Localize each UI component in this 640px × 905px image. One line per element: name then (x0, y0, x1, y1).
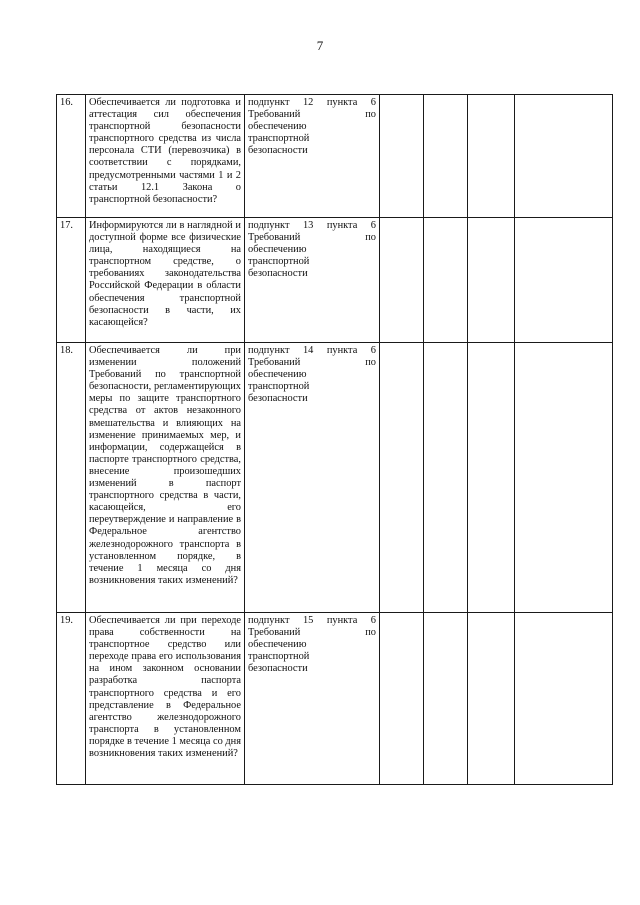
requirements-table (56, 94, 613, 785)
table-row (57, 343, 613, 613)
table-row (57, 95, 613, 218)
answer-cell-no (424, 218, 468, 343)
ref-word: Требований (248, 232, 301, 244)
ref-line: транспортной (248, 133, 310, 145)
ref-word: 12 (302, 97, 314, 108)
legal-reference (245, 95, 380, 218)
ref-word: 14 (302, 345, 314, 356)
answer-cell-no (424, 343, 468, 613)
check-question: Обеспечивается ли подготовка и аттестация сил обеспечения транспортной безопасности транспортного средства из числа персонала СТИ (перевозчика) в соответствии с порядками, предусмотренными частями 1 и 2 статьи 12.1 Закона о транспортной безопасности? (86, 95, 245, 218)
ref-word: пункта (326, 615, 358, 626)
ref-word: 6 (370, 97, 376, 108)
check-question: Обеспечивается ли при изменении положений Требований по транспортной безопасности, регламентирующих меры по защите транспортного средства от актов незаконного вмешательства и влияющих на изменение принимаемых мер, и информации, содержащейся в паспорте транспортного средства, внесение произошедших изменений в паспорт транспортного средства в части, касающейся, его переутверждение и направление в Федеральное агентство железнодорожного транспорта в установленном порядке, в течение 1 месяца со дня возникновения таких изменений? (86, 343, 245, 613)
answer-cell-no (424, 613, 468, 785)
notes-cell (515, 613, 613, 785)
row-number: 16. (57, 95, 86, 218)
answer-cell-na (468, 613, 515, 785)
ref-word: пункта (326, 97, 358, 108)
ref-word: по (365, 109, 376, 121)
answer-cell-yes (380, 218, 424, 343)
ref-word: 15 (302, 615, 314, 626)
ref-word: подпункт (248, 97, 290, 108)
ref-line: обеспечению (248, 639, 307, 651)
answer-cell-na (468, 95, 515, 218)
ref-word: пункта (326, 220, 358, 231)
table-row (57, 218, 613, 343)
answer-cell-na (468, 218, 515, 343)
legal-reference (245, 343, 380, 613)
legal-reference (245, 613, 380, 785)
row-number: 18. (57, 343, 86, 613)
answer-cell-yes (380, 613, 424, 785)
ref-line: обеспечению (248, 121, 307, 133)
ref-word: подпункт (248, 345, 290, 356)
check-question: Информируются ли в наглядной и доступной форме все физические лица, находящиеся на транспортном средстве, о требованиях законодательства Российской Федерации в области обеспечения транспортной безопасности в части, их касающейся? (86, 218, 245, 343)
answer-cell-yes (380, 95, 424, 218)
ref-word: Требований (248, 109, 301, 121)
answer-cell-yes (380, 343, 424, 613)
notes-cell (515, 343, 613, 613)
notes-cell (515, 95, 613, 218)
ref-word: по (365, 357, 376, 369)
ref-word: Требований (248, 627, 301, 639)
ref-word: 6 (370, 220, 376, 231)
ref-word: Требований (248, 357, 301, 369)
ref-line: безопасности (248, 145, 308, 157)
ref-word: пункта (326, 345, 358, 356)
ref-word: подпункт (248, 220, 290, 231)
ref-line: безопасности (248, 663, 308, 675)
ref-line: транспортной (248, 381, 310, 393)
ref-word: 6 (370, 615, 376, 626)
row-number: 19. (57, 613, 86, 785)
ref-word: 13 (302, 220, 314, 231)
ref-word: подпункт (248, 615, 290, 626)
page-number: 7 (316, 38, 324, 53)
ref-line: транспортной (248, 651, 310, 663)
check-question: Обеспечивается ли при переходе права собственности на транспортное средство или переходе права его использования на ином законном основании разработка паспорта транспортного средства и его представление в Федеральное агентство железнодорожного транспорта в установленном порядке в течение 1 месяца со дня возникновения таких изменений? (86, 613, 245, 785)
notes-cell (515, 218, 613, 343)
ref-word: 6 (370, 345, 376, 356)
legal-reference (245, 218, 380, 343)
ref-word: по (365, 232, 376, 244)
table-row (57, 613, 613, 785)
row-number: 17. (57, 218, 86, 343)
ref-line: обеспечению (248, 369, 307, 381)
answer-cell-na (468, 343, 515, 613)
ref-line: обеспечению (248, 244, 307, 256)
ref-line: транспортной (248, 256, 310, 268)
ref-line: безопасности (248, 268, 308, 280)
ref-line: безопасности (248, 393, 308, 405)
ref-word: по (365, 627, 376, 639)
answer-cell-no (424, 95, 468, 218)
